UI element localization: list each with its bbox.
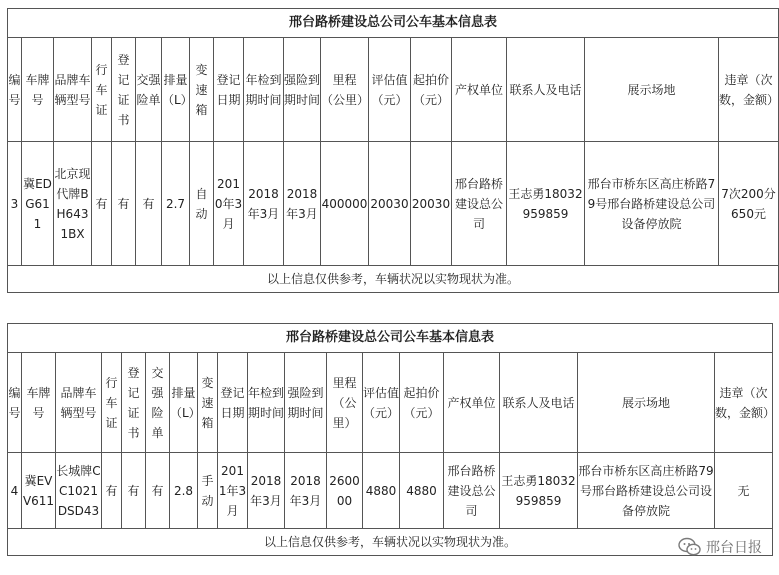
header-cell-displacement: 排量（L） [162,38,190,142]
header-cell-location: 展示场地 [585,38,719,142]
header-cell-inspection: 年检到期时间 [244,38,284,142]
header-cell-registration: 登记证书 [122,353,146,453]
cell-license: 有 [102,453,122,529]
header-cell-insurance: 交强险单 [136,38,162,142]
header-cell-mileage: 里程（公里） [327,353,363,453]
cell-valuation: 20030 [369,142,411,266]
header-cell-transmission: 变速箱 [190,38,214,142]
header-cell-violations: 违章（次数，金额） [715,353,773,453]
watermark [678,537,762,557]
cell-starting-price: 4880 [400,453,444,529]
cell-violations: 7次200分650元 [719,142,779,266]
header-cell-valuation: 评估值（元） [369,38,411,142]
cell-mileage: 260000 [327,453,363,529]
header-cell-contact: 联系人及电话 [507,38,585,142]
header-cell-number: 编号 [8,38,22,142]
cell-transmission: 手动 [198,453,218,529]
cell-reg-date: 2011年3月 [218,453,248,529]
cell-insurance: 有 [146,453,170,529]
cell-insurance-expiry: 2018年3月 [284,142,321,266]
header-cell-model: 品牌车辆型号 [56,353,102,453]
header-row [8,38,779,142]
header-cell-reg-date: 登记日期 [214,38,244,142]
cell-registration: 有 [112,142,136,266]
cell-displacement: 2.8 [170,453,198,529]
cell-transmission: 自动 [190,142,214,266]
header-cell-transmission: 变速箱 [198,353,218,453]
header-cell-owner: 产权单位 [452,38,507,142]
cell-insurance-expiry: 2018年3月 [285,453,327,529]
header-cell-contact: 联系人及电话 [500,353,578,453]
cell-mileage: 400000 [321,142,369,266]
cell-location: 邢台市桥东区高庄桥路79号邢台路桥建设总公司设备停放院 [585,142,719,266]
header-cell-inspection: 年检到期时间 [248,353,285,453]
header-cell-model: 品牌车辆型号 [54,38,92,142]
table-note: 以上信息仅供参考，车辆状况以实物现状为准。 [8,529,773,556]
cell-plate: 冀EDG611 [22,142,54,266]
cell-contact: 王志勇18032959859 [507,142,585,266]
vehicle-info-table-1 [7,8,779,293]
table-row [8,453,773,529]
header-cell-plate: 车牌号 [22,38,54,142]
cell-model: 长城牌CC1021DSD43 [56,453,102,529]
header-cell-insurance-expiry: 强险到期时间 [284,38,321,142]
vehicle-info-table-2 [7,323,776,556]
cell-contact: 王志勇18032959859 [500,453,578,529]
cell-inspection: 2018年3月 [244,142,284,266]
cell-number: 4 [8,453,22,529]
table-title: 邢台路桥建设总公司公车基本信息表 [8,324,773,353]
header-cell-registration: 登记证书 [112,38,136,142]
cell-location: 邢台市桥东区高庄桥路79号邢台路桥建设总公司设备停放院 [578,453,715,529]
header-cell-starting-price: 起拍价（元） [400,353,444,453]
table-title: 邢台路桥建设总公司公车基本信息表 [8,9,779,38]
header-cell-plate: 车牌号 [22,353,56,453]
cell-starting-price: 20030 [411,142,452,266]
table-note: 以上信息仅供参考，车辆状况以实物现状为准。 [8,266,779,293]
cell-inspection: 2018年3月 [248,453,285,529]
header-row [8,353,773,453]
header-cell-valuation: 评估值（元） [363,353,400,453]
header-cell-starting-price: 起拍价（元） [411,38,452,142]
header-cell-location: 展示场地 [578,353,715,453]
cell-reg-date: 2010年3月 [214,142,244,266]
cell-number: 3 [8,142,22,266]
cell-valuation: 4880 [363,453,400,529]
header-cell-mileage: 里程（公里） [321,38,369,142]
header-cell-number: 编号 [8,353,22,453]
header-cell-license: 行车证 [92,38,112,142]
table-row [8,142,779,266]
cell-registration: 有 [122,453,146,529]
cell-plate: 冀EVV611 [22,453,56,529]
cell-owner: 邢台路桥建设总公司 [444,453,500,529]
cell-violations: 无 [715,453,773,529]
header-cell-reg-date: 登记日期 [218,353,248,453]
cell-license: 有 [92,142,112,266]
header-cell-license: 行车证 [102,353,122,453]
cell-owner: 邢台路桥建设总公司 [452,142,507,266]
cell-model: 北京现代牌BH6431BX [54,142,92,266]
header-cell-insurance: 交强险单 [146,353,170,453]
header-cell-owner: 产权单位 [444,353,500,453]
header-cell-violations: 违章（次数，金额） [719,38,779,142]
header-cell-insurance-expiry: 强险到期时间 [285,353,327,453]
watermark-label: 邢台日报 [706,540,762,556]
cell-displacement: 2.7 [162,142,190,266]
header-cell-displacement: 排量（L） [170,353,198,453]
wechat-icon [678,537,702,557]
cell-insurance: 有 [136,142,162,266]
